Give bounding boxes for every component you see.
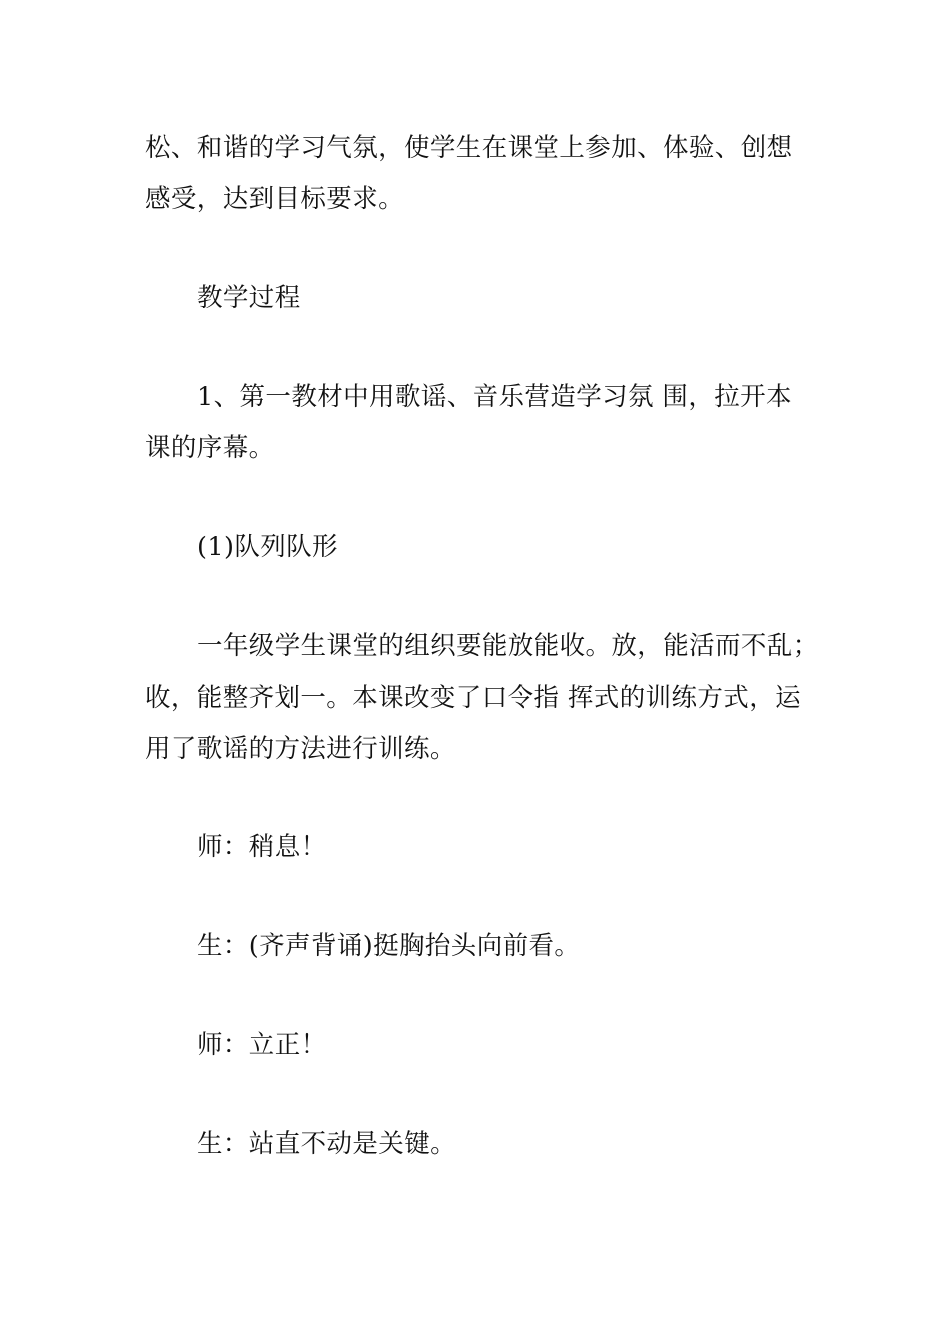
paragraph-step1-line-1: 1、第一教材中用歌谣、音乐营造学习氛 围，拉开本 xyxy=(197,382,792,412)
dialogue-student-1: 生：(齐声背诵)挺胸抬头向前看。 xyxy=(197,931,581,961)
paragraph-formation-line-3: 用了歌谣的方法进行训练。 xyxy=(145,734,456,764)
paragraph-formation-line-2: 收，能整齐划一。本课改变了口令指 挥式的训练方式，运 xyxy=(145,683,802,713)
paragraph-step1-line-2: 课的序幕。 xyxy=(145,433,275,463)
section-heading: 教学过程 xyxy=(197,283,301,313)
dialogue-teacher-2: 师：立正！ xyxy=(197,1030,327,1060)
paragraph-formation-line-1: 一年级学生课堂的组织要能放能收。放，能活而不乱； xyxy=(197,631,819,661)
subsection-heading: (1)队列队形 xyxy=(197,532,338,562)
paragraph-intro-line-2: 感受，达到目标要求。 xyxy=(145,184,405,214)
paragraph-intro-line-1: 松、和谐的学习气氛，使学生在课堂上参加、体验、创想 xyxy=(145,133,793,163)
dialogue-teacher-1: 师：稍息！ xyxy=(197,832,327,862)
dialogue-student-2: 生：站直不动是关键。 xyxy=(197,1129,457,1159)
